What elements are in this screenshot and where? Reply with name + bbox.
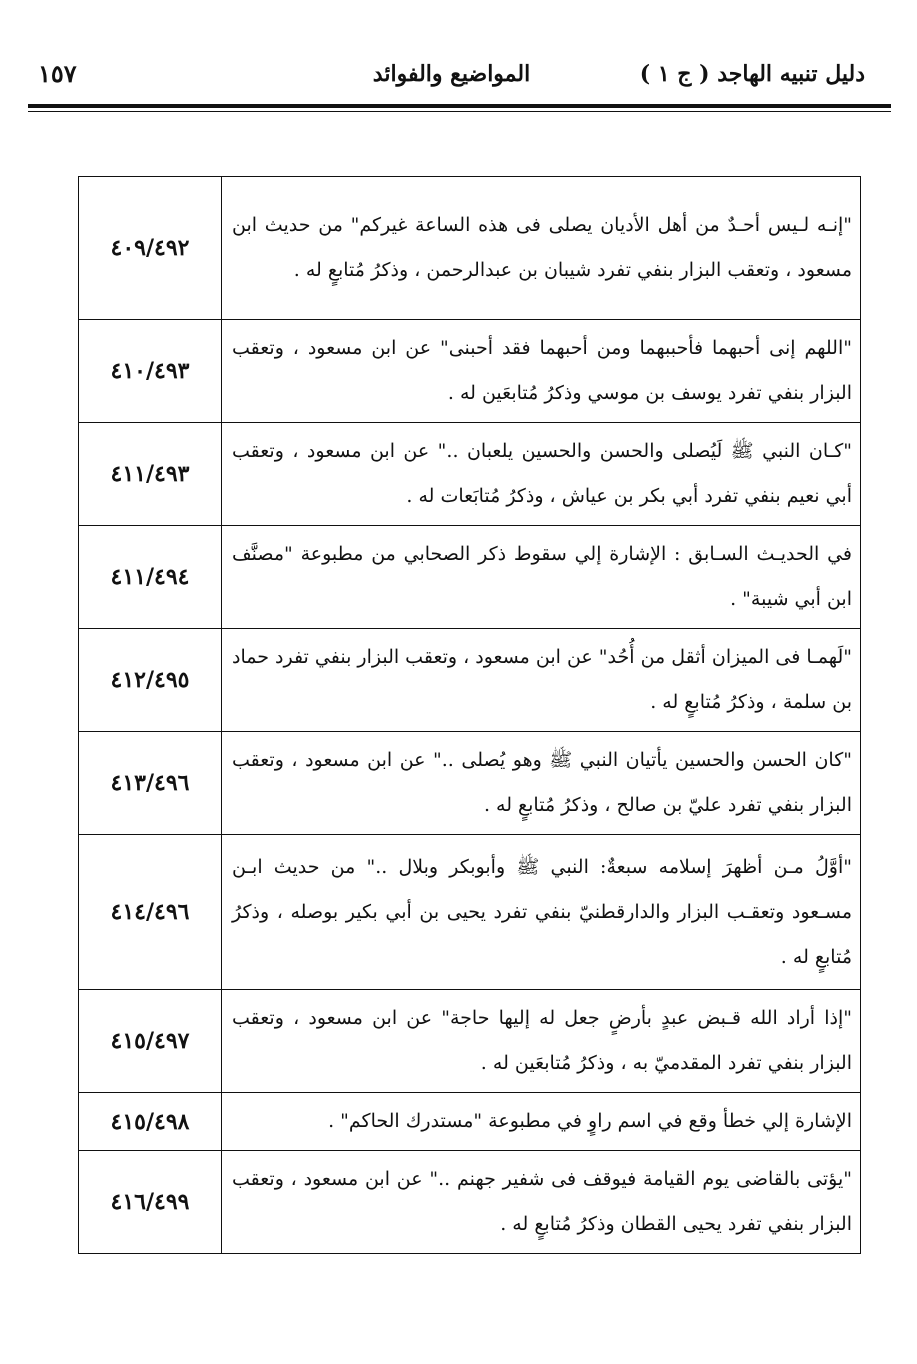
entry-reference: ٤١١/٤٩٤ xyxy=(79,526,222,629)
entry-text: "لَهمـا فى الميزان أثقل من أُحُد" عن ابن مسعود ، وتعقب البزار بنفي تفرد حماد بن سلمة ، وذكرُ مُتابعٍ له . xyxy=(222,629,861,732)
entry-text: "يؤتى بالقاضى يوم القيامة فيوقف فى شفير جهنم .." عن ابن مسعود ، وتعقب البزار بنفي تفرد يحيى القطان وذكرُ مُتابعٍ له . xyxy=(222,1151,861,1254)
entry-reference: ٤٠٩/٤٩٢ xyxy=(79,177,222,320)
entry-reference: ٤١٢/٤٩٥ xyxy=(79,629,222,732)
index-table xyxy=(78,176,861,1254)
book-title: دليل تنبيه الهاجد ( ج ١ ) xyxy=(639,61,865,87)
table-row xyxy=(79,990,861,1093)
entry-text: "اللهم إنى أحبهما فأحببهما ومن أحبهما فقد أحبنى" عن ابن مسعود ، وتعقب البزار بنفي تفرد يوسف بن موسي وذكرُ مُتابعَين له . xyxy=(222,320,861,423)
table-row xyxy=(79,732,861,835)
page-header xyxy=(38,55,865,95)
table-row xyxy=(79,1151,861,1254)
entry-reference: ٤١٠/٤٩٣ xyxy=(79,320,222,423)
entry-text: "كان الحسن والحسين يأتيان النبي ﷺ وهو يُصلى .." عن ابن مسعود ، وتعقب البزار بنفي تفرد عليّ بن صالح ، وذكرُ مُتابعٍ له . xyxy=(222,732,861,835)
entry-text: "أوَّلُ مـن أظهرَ إسلامه سبعةٌ: النبي ﷺ وأبوبكر وبلال .." من حديث ابـن مسـعود وتعقـب البزار والدارقطنيّ بنفي تفرد يحيى بن أبي بكير بوصله ، وذكرُ مُتابعٍ له . xyxy=(222,835,861,990)
entry-text: "إنـه لـيس أحـدٌ من أهل الأديان يصلى فى هذه الساعة غيركم" من حديث ابن مسعود ، وتعقب البزار بنفي تفرد شيبان بن عبدالرحمن ، وذكرُ مُتابعٍ له . xyxy=(222,177,861,320)
entry-reference: ٤١٦/٤٩٩ xyxy=(79,1151,222,1254)
table-row xyxy=(79,629,861,732)
entry-reference: ٤١١/٤٩٣ xyxy=(79,423,222,526)
table-row xyxy=(79,1093,861,1151)
table-row xyxy=(79,423,861,526)
entry-text: "إذا أراد الله قـبض عبدٍ بأرضٍ جعل له إليها حاجة" عن ابن مسعود ، وتعقب البزار بنفي تفرد المقدميّ به ، وذكرُ مُتابعَين له . xyxy=(222,990,861,1093)
table-row xyxy=(79,835,861,990)
entry-text: الإشارة إلي خطأ وقع في اسم راوٍ في مطبوعة "مستدرك الحاكم" . xyxy=(222,1093,861,1151)
table-row xyxy=(79,320,861,423)
header-rule-thin xyxy=(28,111,891,112)
entry-reference: ٤١٥/٤٩٧ xyxy=(79,990,222,1093)
entry-reference: ٤١٥/٤٩٨ xyxy=(79,1093,222,1151)
entry-text: "كـان النبي ﷺ لَيُصلى والحسن والحسين يلعبان .." عن ابن مسعود ، وتعقب أبي نعيم بنفي تفرد أبي بكر بن عياش ، وذكرُ مُتابَعات له . xyxy=(222,423,861,526)
header-rule-thick xyxy=(28,104,891,108)
entry-reference: ٤١٤/٤٩٦ xyxy=(79,835,222,990)
table-row xyxy=(79,526,861,629)
section-title: المواضيع والفوائد xyxy=(372,61,531,87)
entry-text: في الحديـث السـابق : الإشارة إلي سقوط ذكر الصحابي من مطبوعة "مصنَّف ابن أبي شيبة" . xyxy=(222,526,861,629)
entry-reference: ٤١٣/٤٩٦ xyxy=(79,732,222,835)
table-row xyxy=(79,177,861,320)
page-number: ١٥٧ xyxy=(38,59,77,88)
